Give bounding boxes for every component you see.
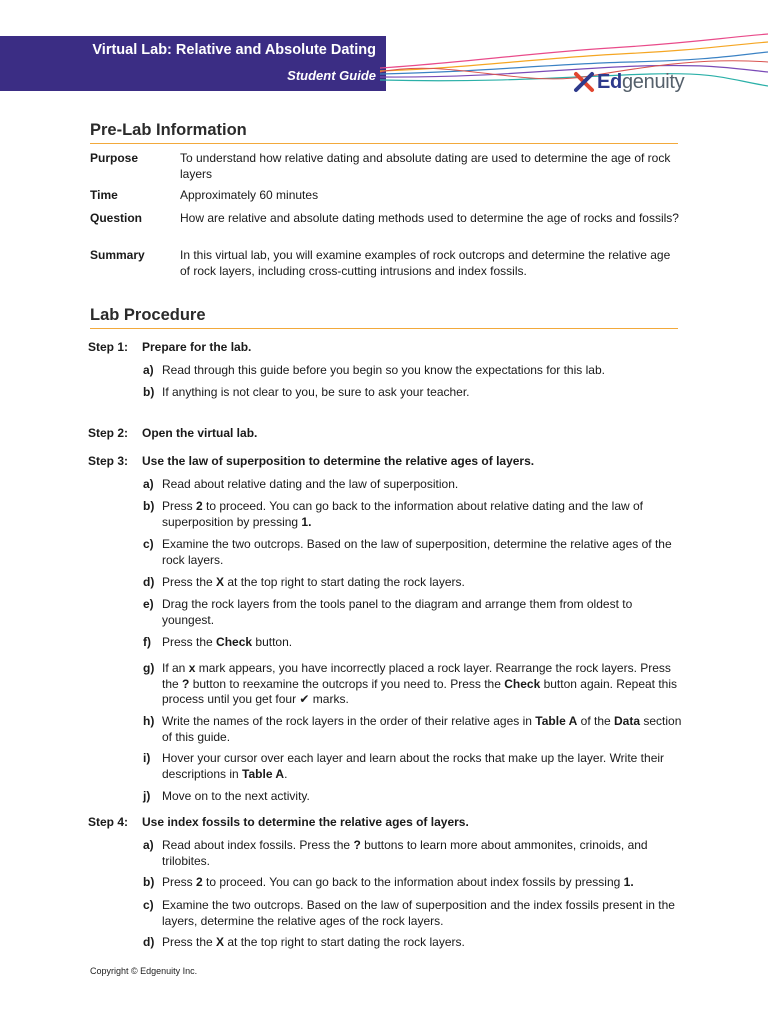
edgenuity-logo (573, 68, 684, 96)
step-4 (88, 815, 469, 829)
step-title: Prepare for the lab. (142, 340, 252, 354)
step-2 (88, 426, 257, 440)
step-number: Step 3: (88, 454, 129, 468)
step-3 (88, 454, 534, 468)
edgenuity-x-icon (573, 71, 595, 93)
info-value: How are relative and absolute dating methods used to determine the age of rocks and fossils? (180, 211, 679, 225)
copyright-footer: Copyright © Edgenuity Inc. (90, 966, 198, 976)
step-number: Step 4: (88, 815, 129, 829)
document-title: Virtual Lab: Relative and Absolute Dating (92, 42, 376, 58)
step-title: Open the virtual lab. (142, 426, 258, 440)
logo-text-rest: genuity (621, 70, 685, 93)
step-1 (88, 340, 251, 354)
document-subtitle: Student Guide (287, 68, 376, 83)
step-number: Step 2: (88, 426, 129, 440)
logo-text-bold: Ed (597, 70, 622, 93)
info-label: Purpose (90, 151, 139, 165)
info-value: In this virtual lab, you will examine examples of rock outcrops and determine the relative age of rock layers, including cross-cutting intrusions and index fossils. (180, 248, 671, 278)
info-label: Summary (90, 248, 145, 262)
info-value: To understand how relative dating and absolute dating are used to determine the age of rock layers (180, 151, 671, 181)
procedure-heading: Lab Procedure (90, 306, 678, 329)
step-title: Use the law of superposition to determine the relative ages of layers. (142, 454, 535, 468)
step-title: Use index fossils to determine the relative ages of layers. (142, 815, 469, 829)
prelab-heading: Pre-Lab Information (90, 121, 678, 144)
info-value: Approximately 60 minutes (180, 188, 319, 202)
header-band (0, 36, 386, 91)
step-number: Step 1: (88, 340, 129, 354)
info-label: Question (90, 211, 143, 225)
info-label: Time (90, 188, 118, 202)
